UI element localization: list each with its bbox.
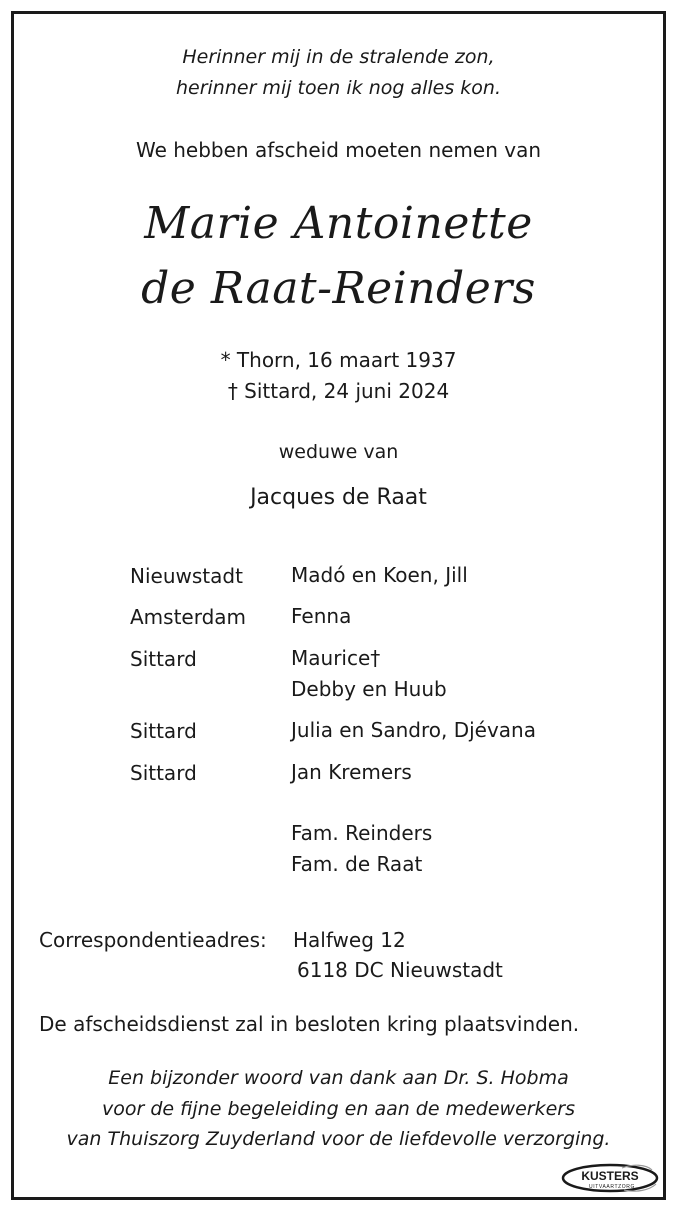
family-names: Fenna xyxy=(291,604,352,628)
family-names: Maurice† xyxy=(291,646,381,670)
spouse-name: Jacques de Raat xyxy=(250,485,427,510)
deceased-name-line-1: Marie Antoinette xyxy=(144,198,533,249)
family-place: Nieuwstadt xyxy=(130,564,243,588)
family-names: Madó en Koen, Jill xyxy=(291,563,468,587)
thanks-line-1: Een bijzonder woord van dank aan Dr. S. Hobma xyxy=(108,1067,569,1089)
extended-family-line: Fam. Reinders xyxy=(291,821,433,845)
logo-tagline: UITVAARTZORG xyxy=(589,1184,635,1190)
death-date: † Sittard, 24 juni 2024 xyxy=(227,379,450,403)
poem-line-1: Herinner mij in de stralende zon, xyxy=(182,46,495,68)
family-place: Amsterdam xyxy=(130,605,247,629)
intro-text: We hebben afscheid moeten nemen van xyxy=(135,138,542,162)
family-names: Julia en Sandro, Djévana xyxy=(291,718,536,742)
correspondence-street: Halfweg 12 xyxy=(293,928,406,952)
correspondence-city: 6118 DC Nieuwstadt xyxy=(297,958,503,982)
birth-date: * Thorn, 16 maart 1937 xyxy=(220,348,457,372)
family-place: Sittard xyxy=(130,719,197,743)
family-place: Sittard xyxy=(130,647,197,671)
logo-name: KUSTERS xyxy=(581,1169,639,1183)
family-names: Debby en Huub xyxy=(291,677,447,701)
service-notice: De afscheidsdienst zal in besloten kring plaatsvinden. xyxy=(39,1012,580,1036)
extended-family-line: Fam. de Raat xyxy=(291,852,423,876)
funeral-director-logo xyxy=(560,1160,663,1196)
poem-line-2: herinner mij toen ik nog alles kon. xyxy=(175,77,502,99)
thanks-line-2: voor de fijne begeleiding en aan de medewerkers xyxy=(101,1098,575,1120)
deceased-name-line-2: de Raat-Reinders xyxy=(141,263,536,314)
family-place: Sittard xyxy=(130,761,197,785)
correspondence-label: Correspondentieadres: xyxy=(39,928,267,952)
widow-label: weduwe van xyxy=(278,441,399,463)
thanks-line-3: van Thuiszorg Zuyderland voor de liefdevolle verzorging. xyxy=(66,1128,611,1150)
family-names: Jan Kremers xyxy=(291,760,412,784)
logo-ring-icon xyxy=(560,1160,663,1196)
